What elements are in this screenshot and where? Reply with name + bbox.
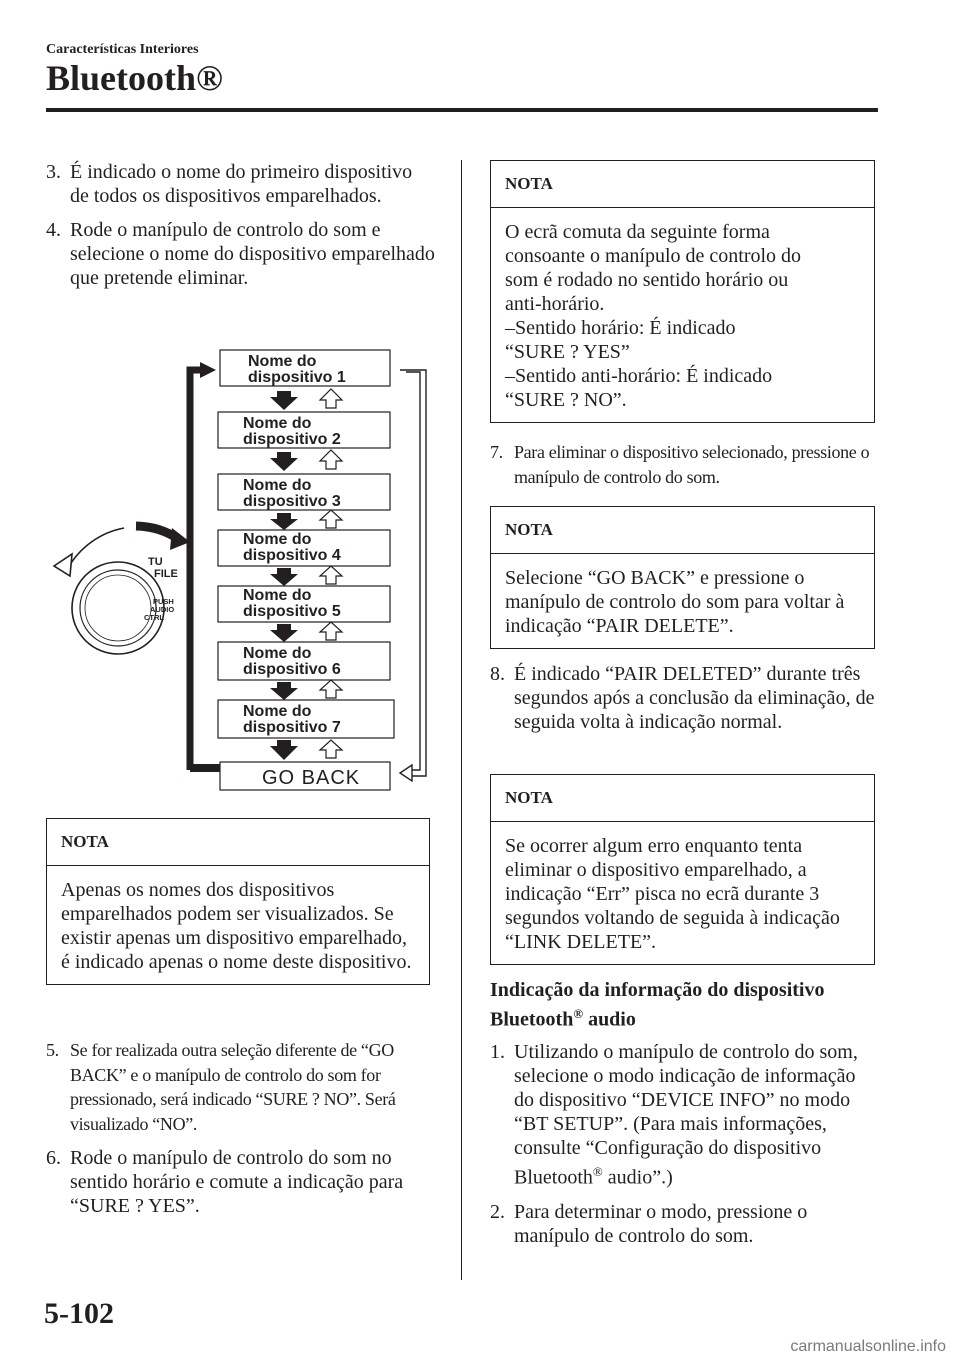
svg-text:dispositivo 3: dispositivo 3 — [243, 493, 341, 510]
knob-label-push: PUSH — [153, 597, 174, 606]
note-box — [46, 818, 430, 985]
svg-text:Nome do: Nome do — [243, 477, 312, 494]
device-box — [218, 530, 390, 566]
step-number: 7. — [490, 442, 503, 462]
device-box — [218, 586, 390, 622]
audio-control-knob — [54, 526, 190, 654]
device-box — [218, 474, 390, 510]
svg-text:dispositivo 6: dispositivo 6 — [243, 661, 341, 678]
left-steps-bottom — [46, 1038, 436, 1218]
knob-label-ctrl: CTRL — [144, 613, 164, 622]
step-1 — [490, 1040, 876, 1190]
note-body: Selecione “GO BACK” e pressione o manípulo de controlo do som para voltar à indicação “PAIR DELETE”. — [505, 567, 845, 637]
step-text: Rode o manípulo de controlo do som e selecione o nome do dispositivo emparelhado que pretende eliminar. — [70, 219, 435, 289]
knob-label-audio: AUDIO — [150, 605, 175, 614]
step-text: Rode o manípulo de controlo do som no sentido horário e comute a indicação para “SURE ? YES”. — [70, 1147, 404, 1217]
step-text: Para determinar o modo, pressione o manípulo de controlo do som. — [514, 1200, 808, 1247]
loop-arrow-icon — [200, 362, 216, 378]
knob-label-file: FILE — [154, 568, 178, 580]
column-divider — [461, 160, 462, 1280]
step-5 — [46, 1038, 436, 1136]
step-number: 5. — [46, 1040, 59, 1060]
svg-text:Nome do: Nome do — [243, 415, 312, 432]
device-box — [220, 350, 390, 386]
note-heading: NOTA — [491, 161, 874, 208]
svg-text:Nome do: Nome do — [243, 587, 312, 604]
note-body: O ecrã comuta da seguinte forma consoante o manípulo de controlo do som é rodado no sentido horário ou anti-horário. –Sentido horário: É indicado “SURE ? YES” –Sentido anti-horário: É indicado “SURE ? NO”. — [505, 221, 802, 411]
loop-back-line — [190, 370, 202, 770]
device-box — [218, 642, 390, 680]
step-6 — [46, 1146, 436, 1218]
step-number: 6. — [46, 1147, 61, 1169]
svg-text:dispositivo 4: dispositivo 4 — [243, 547, 341, 564]
step-text: É indicado o nome do primeiro dispositivo de todos os dispositivos emparelhados. — [70, 161, 413, 207]
svg-text:Nome do: Nome do — [248, 353, 317, 370]
step-7 — [490, 440, 880, 489]
step-text: É indicado “PAIR DELETED” durante três segundos após a conclusão da eliminação, de seguida volta à indicação normal. — [514, 663, 875, 733]
svg-text:Nome do: Nome do — [243, 703, 312, 720]
knob-label-tune: TU — [148, 556, 163, 568]
step-number: 4. — [46, 219, 61, 241]
note-body: Apenas os nomes dos dispositivos emparelhados podem ser visualizados. Se existir apenas um dispositivo emparelhado, é indicado apenas o nome deste dispositivo. — [61, 879, 412, 973]
step-number: 8. — [490, 663, 505, 685]
watermark: carmanualsonline.info — [790, 1338, 946, 1355]
note-box — [490, 774, 875, 965]
svg-text:GO BACK: GO BACK — [262, 767, 361, 789]
section-label: Características Interiores — [46, 42, 199, 57]
page-number: 5-102 — [44, 1297, 114, 1330]
note-body: Se ocorrer algum erro enquanto tenta eliminar o dispositivo emparelhado, a indicação “Err” pisca no ecrã durante 3 segundos voltando de seguida à indicação “LINK DELETE”. — [505, 835, 840, 953]
return-arrow-icon — [400, 765, 412, 781]
step-number: 3. — [46, 161, 61, 183]
note-heading: NOTA — [491, 507, 874, 554]
step-number: 1. — [490, 1041, 505, 1063]
step-4 — [46, 218, 436, 290]
step-text: Se for realizada outra seleção diferente de “GO BACK” e o manípulo de controlo do som for pressionado, será indicado “SURE ? NO”. Será visualizado “NO”. — [70, 1040, 396, 1134]
device-selection-diagram — [40, 340, 450, 800]
svg-text:Nome do: Nome do — [243, 531, 312, 548]
left-steps-top — [46, 160, 436, 290]
step-number: 2. — [490, 1200, 505, 1223]
device-box — [218, 412, 390, 448]
step-8 — [490, 662, 876, 734]
note-box — [490, 506, 875, 649]
device-box — [218, 700, 394, 738]
svg-text:dispositivo 7: dispositivo 7 — [243, 719, 341, 736]
svg-text:Nome do: Nome do — [243, 645, 312, 662]
note-heading: NOTA — [491, 775, 874, 822]
note-box — [490, 160, 875, 423]
go-back-box — [220, 762, 390, 790]
section-heading: Indicação da informação do dispositivo Bluetooth® audio — [490, 979, 825, 1031]
note-heading: NOTA — [47, 819, 429, 866]
right-steps-bottom — [490, 1040, 876, 1248]
step-2 — [490, 1200, 876, 1248]
svg-text:dispositivo 5: dispositivo 5 — [243, 603, 341, 620]
counterclockwise-arrow-icon — [54, 554, 72, 576]
step-text: Para eliminar o dispositivo selecionado, pressione o manípulo de controlo do som. — [514, 442, 870, 487]
step-3 — [46, 160, 436, 208]
svg-text:dispositivo 1: dispositivo 1 — [248, 369, 346, 386]
page-title: Bluetooth® — [46, 58, 223, 98]
title-rule — [46, 108, 878, 112]
svg-text:dispositivo 2: dispositivo 2 — [243, 431, 341, 448]
step-text: Utilizando o manípulo de controlo do som, selecione o modo indicação de informação do dispositivo “DEVICE INFO” no modo “BT SETUP”. (Para mais informações, consulte “Configuração do dispositivo Bluetooth® audio”.) — [514, 1041, 858, 1189]
